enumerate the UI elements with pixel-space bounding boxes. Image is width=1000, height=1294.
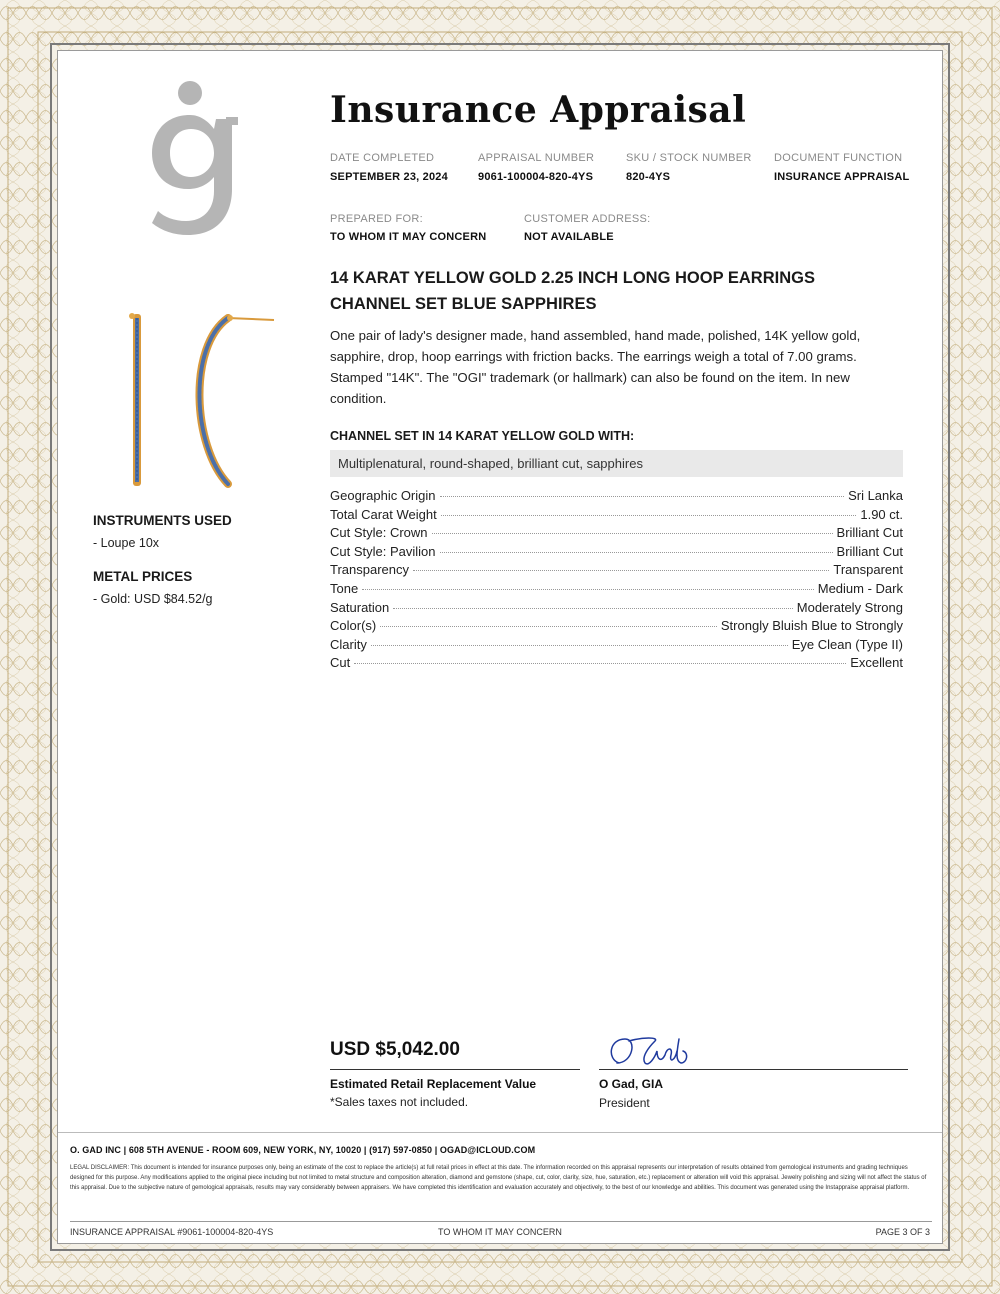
dot-leader — [440, 496, 845, 497]
signature-image — [603, 1033, 703, 1073]
property-row — [330, 581, 903, 600]
metal-prices-heading: METAL PRICES — [93, 569, 193, 584]
customer-address-value: NOT AVAILABLE — [524, 231, 614, 243]
property-value: Sri Lanka — [848, 488, 903, 503]
legal-disclaimer: LEGAL DISCLAIMER: This document is intended for insurance purposes only, being an estimate of the cost to replace the article(s) at full retail prices in effect at this date. The information recorded on this appraisal represents our interpretation of results obtained from gemological instruments and grading techniques designed for this purpose. Any modifications applied to the original piece including but not limited to metal structure and composition alteration, diamond and gemstone (shape, cut, color, clarity, size, hue, saturation, etc.) replacement or alteration will void this appraisal. Jewelry polishing and sizing will not affect the status of this appraisal. Due to the subjective nature of gemological appraisals, results may vary considerably between appraisers. We have completed this identification and evaluation accurately and objectively, to the best of our knowledge and abilities. This document was generated using the Instappraise appraisal platform. — [70, 1165, 927, 1191]
item-title-line2: CHANNEL SET BLUE SAPPHIRES — [330, 295, 597, 313]
property-value: Moderately Strong — [796, 599, 903, 615]
property-row — [330, 618, 903, 637]
dot-leader — [440, 552, 833, 553]
property-value: Brilliant Cut — [836, 525, 903, 541]
footer-divider — [58, 1132, 942, 1133]
appraisal-number-value: 9061-100004-820-4YS — [478, 171, 594, 183]
stone-summary: Multiplenatural, round-shaped, brilliant cut, sapphires — [330, 450, 903, 477]
price-divider — [330, 1069, 580, 1070]
property-label: Saturation — [330, 599, 390, 615]
property-value: Eye Clean (Type II) — [791, 636, 903, 652]
property-value: Transparent — [833, 562, 903, 578]
tax-note: *Sales taxes not included. — [330, 1095, 469, 1109]
item-title — [330, 265, 890, 317]
property-label: Tone — [330, 580, 359, 596]
property-row — [330, 600, 903, 619]
metal-prices-value: - Gold: USD $84.52/g — [93, 592, 213, 606]
item-description: One pair of lady's designer made, hand assembled, hand made, polished, 14K yellow gold, sapphire, drop, hoop earrings with friction backs. The earrings weigh a total of 7.00 grams. Stamped "14K". The "OGI" trademark (or hallmark) can also be found on the item. In new condition. — [330, 328, 861, 406]
property-label: Cut Style: Crown — [330, 525, 428, 541]
company-info: O. GAD INC | 608 5TH AVENUE - ROOM 609, NEW YORK, NY, 10020 | (917) 597-0850 | OGAD@ICLOUD.COM — [70, 1145, 536, 1155]
appraisal-number-label: APPRAISAL NUMBER — [478, 152, 595, 164]
property-row — [330, 562, 903, 581]
earrings-photo — [118, 306, 278, 491]
dot-leader — [362, 589, 814, 590]
item-title-line1: 14 KARAT YELLOW GOLD 2.25 INCH LONG HOOP EARRINGS — [330, 269, 815, 287]
date-completed-label: DATE COMPLETED — [330, 152, 435, 164]
prepared-for-label: PREPARED FOR: — [330, 213, 423, 225]
prepared-for-value: TO WHOM IT MAY CONCERN — [330, 231, 487, 243]
dot-leader — [380, 626, 717, 627]
appraiser-name: O Gad, GIA — [599, 1077, 664, 1091]
document-function-value: INSURANCE APPRAISAL — [774, 171, 910, 183]
property-row — [330, 655, 903, 674]
replacement-value-label: Estimated Retail Replacement Value — [330, 1077, 537, 1091]
appraisal-page — [57, 50, 943, 1244]
gem-properties-list — [330, 488, 903, 674]
property-label: Color(s) — [330, 618, 377, 634]
property-value: Strongly Bluish Blue to Strongly — [720, 618, 903, 634]
property-label: Transparency — [330, 562, 409, 578]
appraiser-title: President — [599, 1096, 650, 1110]
sku-label: SKU / STOCK NUMBER — [626, 152, 752, 164]
property-label: Cut Style: Pavilion — [330, 543, 436, 559]
property-row — [330, 637, 903, 656]
setting-heading: CHANNEL SET IN 14 KARAT YELLOW GOLD WITH: — [330, 429, 635, 443]
brand-logo-icon — [140, 79, 240, 259]
document-title: Insurance Appraisal — [330, 89, 747, 131]
bottom-divider — [70, 1221, 932, 1222]
property-row — [330, 525, 903, 544]
dot-leader — [371, 645, 788, 646]
property-label: Cut — [330, 655, 351, 671]
customer-address-label: CUSTOMER ADDRESS: — [524, 213, 651, 225]
date-completed-value: SEPTEMBER 23, 2024 — [330, 171, 448, 183]
property-row — [330, 507, 903, 526]
footer-recipient: TO WHOM IT MAY CONCERN — [438, 1227, 562, 1237]
dot-leader — [432, 533, 833, 534]
dot-leader — [393, 608, 793, 609]
footer-appraisal-ref: INSURANCE APPRAISAL #9061-100004-820-4YS — [70, 1227, 274, 1237]
property-label: Geographic Origin — [330, 488, 436, 503]
instruments-heading: INSTRUMENTS USED — [93, 513, 232, 528]
dot-leader — [354, 663, 846, 664]
instruments-value: - Loupe 10x — [93, 536, 160, 550]
dot-leader — [413, 570, 829, 571]
sku-value: 820-4YS — [626, 171, 671, 183]
property-row — [330, 488, 903, 507]
signature-divider — [599, 1069, 908, 1070]
property-row — [330, 544, 903, 563]
dot-leader — [441, 515, 857, 516]
property-value: Brilliant Cut — [836, 543, 903, 559]
document-function-label: DOCUMENT FUNCTION — [774, 152, 903, 164]
property-label: Clarity — [330, 636, 367, 652]
property-label: Total Carat Weight — [330, 506, 437, 522]
property-value: Medium - Dark — [817, 580, 903, 596]
property-value: 1.90 ct. — [860, 506, 903, 522]
footer-page-number: PAGE 3 OF 3 — [875, 1227, 930, 1237]
replacement-value: USD $5,042.00 — [330, 1039, 460, 1060]
property-value: Excellent — [850, 655, 903, 671]
